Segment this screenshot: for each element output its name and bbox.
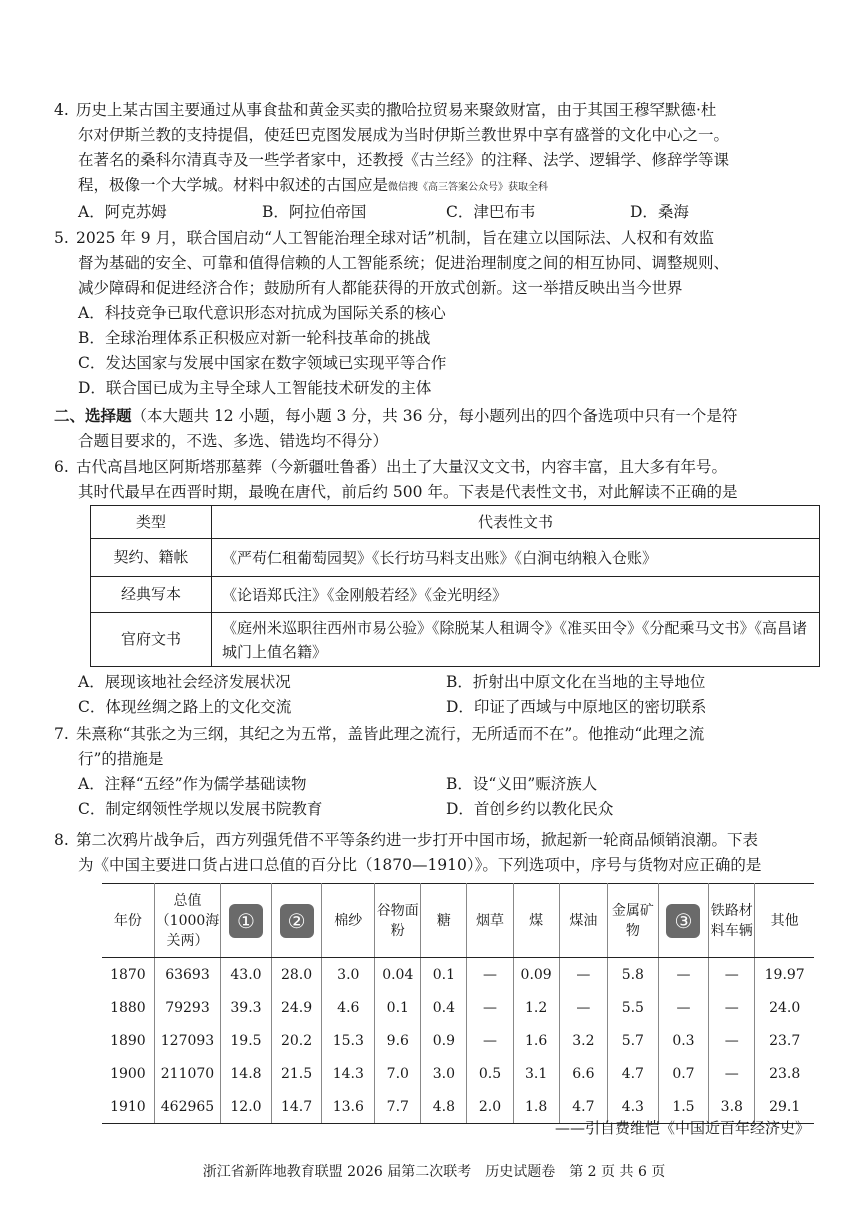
table-cell: 21.5 <box>271 1057 322 1090</box>
question-stem-line: 行”的措施是 <box>78 750 164 768</box>
table-cell: 462965 <box>154 1090 220 1124</box>
section-desc: 合题目要求的，不选、多选、错选均不得分） <box>78 432 389 450</box>
table-cell: — <box>467 958 513 992</box>
option-b: B．全球治理体系正积极应对新一轮科技革命的挑战 <box>78 329 431 347</box>
table-cell: 7.7 <box>375 1090 421 1124</box>
table-cell: 79293 <box>154 991 220 1024</box>
table-cell: 29.1 <box>755 1090 814 1124</box>
table-cell: 1.5 <box>658 1090 709 1124</box>
table-header: 煤油 <box>559 884 607 958</box>
table-header: 煤 <box>513 884 559 958</box>
table-cell: 4.7 <box>608 1057 659 1090</box>
table-cell-type: 经典写本 <box>91 577 212 613</box>
table-cell: 43.0 <box>221 958 272 992</box>
option-c: C．津巴布韦 <box>446 203 536 221</box>
table-cell: 1900 <box>110 1065 146 1082</box>
question-number: 5. <box>54 229 69 247</box>
table-header: 铁路材料车辆 <box>709 884 755 958</box>
table-row <box>102 1057 814 1090</box>
table-cell-type: 官府文书 <box>91 613 212 667</box>
question-number: 4. <box>54 101 69 119</box>
option-b: B．设“义田”赈济族人 <box>446 775 598 793</box>
table-cell: 0.1 <box>421 958 467 992</box>
table-cell: 1.8 <box>513 1090 559 1124</box>
table-cell: 0.04 <box>375 958 421 992</box>
table-cell: 14.7 <box>271 1090 322 1124</box>
table-cell: 5.8 <box>608 958 659 992</box>
table-cell: — <box>467 991 513 1024</box>
question-stem-line: 历史上某古国主要通过从事食盐和黄金买卖的撒哈拉贸易来聚敛财富，由于其国王穆罕默德·杜 <box>76 101 717 119</box>
table-cell: 14.8 <box>221 1057 272 1090</box>
table-cell: 0.9 <box>421 1024 467 1057</box>
table-header: 谷物面粉 <box>375 884 421 958</box>
table-row <box>91 613 820 667</box>
question-number: 6. <box>54 458 69 476</box>
table-cell: 63693 <box>154 958 220 992</box>
table-cell: 5.5 <box>608 991 659 1024</box>
question-stem-line: 古代高昌地区阿斯塔那墓葬（今新疆吐鲁番）出土了大量汉文文书，内容丰富，且大多有年号。 <box>76 458 728 476</box>
table-cell: 4.7 <box>559 1090 607 1124</box>
table-header <box>658 884 709 958</box>
imports-table <box>102 883 814 1124</box>
table-cell: — <box>709 1057 755 1090</box>
question-stem-line: 为《中国主要进口货占进口总值的百分比（1870—1910）》。下列选项中，序号与货物对应正确的是 <box>78 856 762 874</box>
question-7 <box>54 722 814 822</box>
question-stem-line: 督为基础的安全、可靠和值得信赖的人工智能系统；促进治理制度之间的相互协同、调整规则、 <box>78 254 730 272</box>
option-b: B．阿拉伯帝国 <box>262 203 367 221</box>
option-d: D．联合国已成为主导全球人工智能技术研发的主体 <box>78 379 432 397</box>
question-stem-line: 其时代最早在西晋时期，最晚在唐代，前后约 500 年。下表是代表性文书，对此解读不正确的是 <box>78 483 738 501</box>
question-5 <box>54 226 814 401</box>
table-cell: 13.6 <box>322 1090 375 1124</box>
question-stem-line: 程，极像一个大学城。材料中叙述的古国应是 <box>78 176 389 194</box>
table-row <box>91 577 820 613</box>
question-stem-line: 在著名的桑科尔清真寺及一些学者家中，还教授《古兰经》的注释、法学、逻辑学、修辞学等课 <box>78 151 730 169</box>
question-number: 7. <box>54 725 69 743</box>
table-cell: 1910 <box>102 1090 154 1124</box>
table-cell: 0.7 <box>658 1057 709 1090</box>
table-cell: 12.0 <box>221 1090 272 1124</box>
table-cell: — <box>658 991 709 1024</box>
table-header <box>271 884 322 958</box>
table-cell: 3.0 <box>322 958 375 992</box>
option-a: A．注释“五经”作为儒学基础读物 <box>78 775 307 793</box>
table-cell: 24.0 <box>755 991 814 1024</box>
table-cell: 39.3 <box>221 991 272 1024</box>
table-cell-type: 契约、籍帐 <box>91 539 212 577</box>
table-header: 类型 <box>91 506 212 539</box>
table-cell: 1870 <box>110 966 146 983</box>
source-citation: ——引自费维恺《中国近百年经济史》 <box>554 1119 810 1137</box>
question-number: 8. <box>54 831 69 849</box>
table-cell: 2.0 <box>467 1090 513 1124</box>
option-c: C．制定纲领性学规以发展书院教育 <box>78 800 323 818</box>
table-cell: 1890 <box>110 1032 146 1049</box>
table-cell: 0.5 <box>467 1057 513 1090</box>
table-cell: 23.8 <box>755 1057 814 1090</box>
table-cell: 24.9 <box>271 991 322 1024</box>
question-8 <box>54 828 814 878</box>
table-cell: — <box>559 991 607 1024</box>
table-header-badge: ② <box>280 904 314 938</box>
table-cell: 0.3 <box>658 1024 709 1057</box>
section-heading <box>54 403 814 454</box>
table-header: 金属矿物 <box>608 884 659 958</box>
table-cell: — <box>559 958 607 992</box>
table-row <box>102 991 814 1024</box>
page-footer: 浙江省新阵地教育联盟 2026 届第二次联考 历史试题卷 第 2 页 共 6 页 <box>202 1164 666 1180</box>
table-cell: — <box>658 958 709 992</box>
table-cell: 3.1 <box>513 1057 559 1090</box>
table-header-badge: ① <box>229 904 263 938</box>
option-d: D．首创乡约以教化民众 <box>446 800 614 818</box>
table-cell: 1.6 <box>513 1024 559 1057</box>
documents-table <box>90 505 820 667</box>
table-cell-docs: 《严苟仁租葡萄园契》《长行坊马料支出账》《白涧屯纳粮入仓账》 <box>212 539 820 577</box>
table-header: 总值（1000海关两） <box>154 884 220 958</box>
table-cell: 4.8 <box>421 1090 467 1124</box>
table-header-badge: ③ <box>666 904 700 938</box>
table-cell: 4.6 <box>322 991 375 1024</box>
question-stem-line: 第二次鸦片战争后，西方列强凭借不平等条约进一步打开中国市场，掀起新一轮商品倾销浪潮。下表 <box>76 831 759 849</box>
option-d: D．桑海 <box>630 203 689 221</box>
option-d: D．印证了西域与中原地区的密切联系 <box>446 698 707 716</box>
table-header: 其他 <box>755 884 814 958</box>
table-cell-docs: 《论语郑氏注》《金刚般若经》《金光明经》 <box>212 577 820 613</box>
table-row <box>102 1024 814 1057</box>
table-cell: 15.3 <box>322 1024 375 1057</box>
table-cell: 211070 <box>154 1057 220 1090</box>
table-cell: 0.1 <box>375 991 421 1024</box>
question-6 <box>54 455 814 505</box>
section-title: 二、选择题 <box>54 406 132 425</box>
promo-note: 微信搜《高三答案公众号》获取全科 <box>388 182 549 193</box>
table-cell: 7.0 <box>375 1057 421 1090</box>
table-cell: 1880 <box>110 999 146 1016</box>
table-cell: — <box>709 958 755 992</box>
table-cell: 5.7 <box>608 1024 659 1057</box>
imports-table-body <box>102 958 814 1124</box>
question-6-options <box>54 670 814 720</box>
table-cell: 14.3 <box>322 1057 375 1090</box>
table-cell: 3.0 <box>421 1057 467 1090</box>
table-row <box>91 539 820 577</box>
table-cell: 1.2 <box>513 991 559 1024</box>
table-cell: 0.4 <box>421 991 467 1024</box>
table-cell: 28.0 <box>271 958 322 992</box>
table-cell: 20.2 <box>271 1024 322 1057</box>
question-stem-line: 朱熹称“其张之为三纲，其纪之为五常，盖皆此理之流行，无所适而不在”。他推动“此理之流 <box>76 725 705 743</box>
table-cell: 23.7 <box>755 1024 814 1057</box>
table-cell: 127093 <box>154 1024 220 1057</box>
option-c: C．体现丝绸之路上的文化交流 <box>78 698 292 716</box>
table-cell: — <box>709 1024 755 1057</box>
question-stem-line: 减少障碍和促进经济合作；鼓励所有人都能获得的开放式创新。这一举措反映出当今世界 <box>78 279 683 297</box>
table-cell: 3.8 <box>709 1090 755 1124</box>
table-cell: 9.6 <box>375 1024 421 1057</box>
table-header: 棉纱 <box>322 884 375 958</box>
table-cell: 3.2 <box>559 1024 607 1057</box>
table-header: 代表性文书 <box>212 506 820 539</box>
table-header: 烟草 <box>467 884 513 958</box>
question-stem-line: 2025 年 9 月，联合国启动“人工智能治理全球对话”机制，旨在建立以国际法、人权和有效监 <box>76 229 714 247</box>
table-row <box>102 958 814 992</box>
option-a: A．科技竞争已取代意识形态对抗成为国际关系的核心 <box>78 304 446 322</box>
table-cell: 0.09 <box>513 958 559 992</box>
table-cell: 19.5 <box>221 1024 272 1057</box>
question-stem-line: 尔对伊斯兰教的支持提倡，使廷巴克图发展成为当时伊斯兰教世界中享有盛誉的文化中心之一。 <box>78 126 730 144</box>
table-cell: — <box>709 991 755 1024</box>
option-a: A．阿克苏姆 <box>78 203 167 221</box>
table-cell: — <box>467 1024 513 1057</box>
section-desc: （本大题共 12 小题，每小题 3 分，共 36 分，每小题列出的四个备选项中只有一个是符 <box>131 407 738 425</box>
table-cell-docs: 《庭州米巡职往西州市易公验》《除脱某人租调令》《准买田令》《分配乘马文书》《高昌诸城门上值名籍》 <box>212 613 820 667</box>
table-cell: 19.97 <box>755 958 814 992</box>
option-a: A．展现该地社会经济发展状况 <box>78 673 291 691</box>
table-header-row <box>102 884 814 958</box>
table-header: 糖 <box>421 884 467 958</box>
table-cell: 4.3 <box>608 1090 659 1124</box>
option-b: B．折射出中原文化在当地的主导地位 <box>446 673 706 691</box>
options <box>54 200 814 225</box>
table-cell: 6.6 <box>559 1057 607 1090</box>
option-c: C．发达国家与发展中国家在数字领域已实现平等合作 <box>78 354 447 372</box>
table-header <box>221 884 272 958</box>
table-header: 年份 <box>102 884 154 958</box>
question-4 <box>54 98 814 225</box>
